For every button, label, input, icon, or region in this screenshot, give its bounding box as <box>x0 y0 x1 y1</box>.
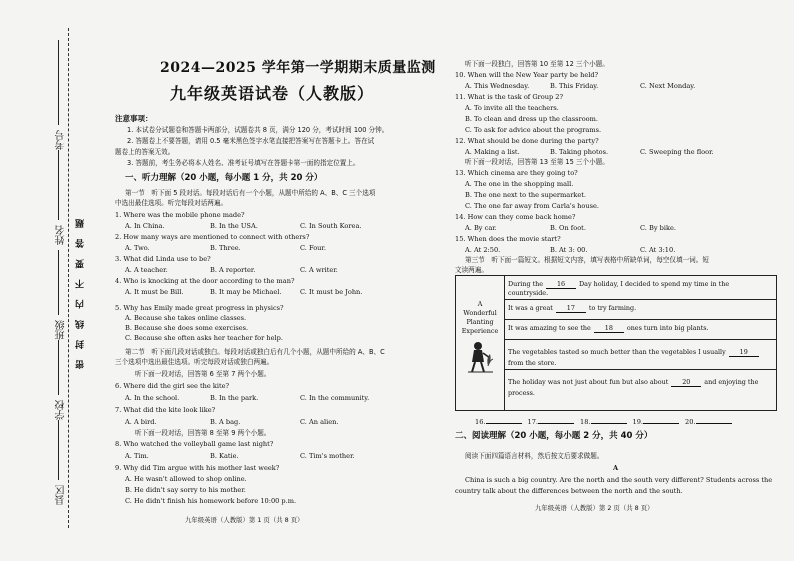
planting-table <box>455 275 777 411</box>
field-line-class <box>58 250 59 315</box>
note-3: 3. 答题前，考生务必将本人姓名、准考证号填写在答题卡第一面的指定位置上。 <box>127 159 360 167</box>
q13-option-a[interactable]: A. The one in the shopping mall. <box>465 180 574 188</box>
answer-blank[interactable] <box>538 416 574 424</box>
q4-option-a[interactable]: A. It must be Bill. <box>125 288 184 296</box>
label-exam-number: 考号 <box>56 130 67 150</box>
table-row <box>504 340 776 370</box>
q8-stem: 8. Who watched the volleyball game last night? <box>115 440 274 448</box>
row-text-before: The vegetables tasted so much better than the vegetables I usually <box>508 348 726 356</box>
table-row-text <box>508 280 729 289</box>
q13-option-c[interactable]: C. The one far away from Carla's house. <box>465 202 600 210</box>
footer-page-1: 九年级英语（人教版）第 1 页（共 8 页） <box>185 516 304 524</box>
binding-strip <box>0 0 112 561</box>
answer-number: 20. <box>685 418 696 426</box>
q1-option-c[interactable]: C. In South Korea. <box>300 222 362 230</box>
table-label-3: Planting <box>466 318 494 326</box>
footer-page-2: 九年级英语（人教版）第 2 页（共 8 页） <box>535 504 654 512</box>
q12-option-c[interactable]: C. Sweeping the floor. <box>640 148 714 156</box>
q1-option-a[interactable]: A. In China. <box>125 222 165 230</box>
field-line-exam-number <box>58 40 59 125</box>
q15-option-c[interactable]: C. At 3:10. <box>640 246 676 254</box>
row-text-after: and enjoying the <box>704 378 759 386</box>
sec2-intro-2: 三个选项中选出最佳选项。听完每段对话或独白两遍。 <box>115 358 274 366</box>
q3-option-c[interactable]: C. A writer. <box>300 266 338 274</box>
q5-option-a[interactable]: A. Because she takes online classes. <box>125 314 247 322</box>
q13-stem: 13. Which cinema are they going to? <box>455 169 578 177</box>
table-row <box>504 320 776 340</box>
q9-option-c[interactable]: C. He didn't finish his homework before 10:00 p.m. <box>125 497 297 505</box>
field-line-school <box>58 340 59 395</box>
row-text-before: During the <box>508 280 544 288</box>
q7-stem: 7. What did the kite look like? <box>115 406 216 414</box>
table-row-text-cont: from the store. <box>508 359 557 367</box>
table-label-1: A <box>477 300 483 308</box>
q14-option-b[interactable]: B. On foot. <box>550 224 586 232</box>
part2-intro: 阅读下面四篇语言材料，然后按文后要求做题。 <box>465 452 604 460</box>
answer-number: 19. <box>632 418 643 426</box>
listen-3: 听下面一段独白，回答第 10 至第 12 三个小题。 <box>465 60 609 68</box>
label-name: 姓名 <box>56 225 67 245</box>
sec2-listen-1: 听下面一段对话，回答第 6 至第 7 两个小题。 <box>135 370 271 378</box>
blank-19: 19 <box>729 348 759 357</box>
q3-option-b[interactable]: B. A reporter. <box>210 266 256 274</box>
row-text-after: to try farming. <box>588 304 637 312</box>
q12-option-a[interactable]: A. Making a list. <box>465 148 520 156</box>
q1-option-b[interactable]: B. In the USA. <box>210 222 258 230</box>
exam-subtitle: 九年级英语试卷（人教版） <box>170 84 375 103</box>
q7-option-b[interactable]: B. A bag. <box>210 418 241 426</box>
sec1-intro-2: 中选出最佳选项。听完每段对话两遍。 <box>115 199 228 207</box>
table-row-text <box>508 304 636 313</box>
q14-stem: 14. How can they come back home? <box>455 213 576 221</box>
planting-person-icon <box>466 340 494 374</box>
passage-label: A <box>613 464 619 472</box>
row-text-after: ones turn into big plants. <box>626 324 709 332</box>
table-row-text <box>508 348 762 357</box>
sec3-intro-2: 文读两遍。 <box>455 266 488 274</box>
seal-dashed-line <box>68 28 69 528</box>
answer-blank[interactable] <box>643 416 679 424</box>
table-row-text-cont: process. <box>508 389 535 397</box>
answer-number: 17. <box>527 418 538 426</box>
q15-option-b[interactable]: B. At 3: 00. <box>550 246 588 254</box>
answer-blank[interactable] <box>486 416 522 424</box>
table-label-4: Experience <box>461 327 499 335</box>
q7-option-c[interactable]: C. An alien. <box>300 418 339 426</box>
q8-option-a[interactable]: A. Tim. <box>125 452 149 460</box>
row-text-before: It was amazing to see the <box>508 324 591 332</box>
table-row-text <box>508 378 758 387</box>
q11-option-c[interactable]: C. To ask for advice about the programs. <box>465 126 602 134</box>
answer-blank[interactable] <box>591 416 627 424</box>
q15-stem: 15. When does the movie start? <box>455 235 561 243</box>
q2-stem: 2. How many ways are mentioned to connect with others? <box>115 233 310 241</box>
q10-option-c[interactable]: C. Next Monday. <box>640 82 696 90</box>
q8-option-b[interactable]: B. Katie. <box>210 452 239 460</box>
exam-title: 2024—2025 学年第一学期期末质量监测 <box>160 60 436 76</box>
row-text-after: Day holiday, I decided to spend my time in the <box>579 280 730 288</box>
table-rows <box>504 276 776 410</box>
sec3-intro-1: 第三节 听下面一篇短文。根据短文内容，填写表格中所缺单词，每空仅填一词。短 <box>465 256 709 264</box>
q4-option-b[interactable]: B. It may be Michael. <box>210 288 282 296</box>
q11-option-b[interactable]: B. To clean and dress up the classroom. <box>465 115 598 123</box>
table-row-text <box>508 324 709 333</box>
q7-option-a[interactable]: A. A bird. <box>125 418 157 426</box>
table-label-cell <box>456 276 505 410</box>
listen-4: 听下面一段对话，回答第 13 至第 15 三个小题。 <box>465 158 609 166</box>
blank-17: 17 <box>556 304 586 313</box>
q9-stem: 9. Why did Tim argue with his mother last week? <box>115 464 280 472</box>
q4-option-c[interactable]: C. It must be John. <box>300 288 363 296</box>
q9-option-b[interactable]: B. He didn't say sorry to his mother. <box>125 486 246 494</box>
q6-stem: 6. Where did the girl see the kite? <box>115 382 230 390</box>
q13-option-b[interactable]: B. The one next to the supermarket. <box>465 191 587 199</box>
blank-16: 16 <box>546 280 576 289</box>
q1-stem: 1. Where was the mobile phone made? <box>115 211 245 219</box>
label-school: 学校 <box>56 400 67 420</box>
q15-option-a[interactable]: A. At 2:50. <box>465 246 501 254</box>
blank-20: 20 <box>671 378 701 387</box>
q10-stem: 10. When will the New Year party be held? <box>455 71 599 79</box>
label-district: 县区 <box>56 485 67 505</box>
sec2-intro-1: 第二节 听下面几段对话或独白。每段对话或独白后有几个小题，从题中所给的 A、B、C <box>125 348 385 356</box>
note-2-cont: 题卷上的答案无效。 <box>115 148 175 156</box>
table-row <box>504 300 776 320</box>
q5-option-b[interactable]: B. Because she does some exercises. <box>125 324 249 332</box>
q10-option-b[interactable]: B. This Friday. <box>550 82 599 90</box>
q10-option-a[interactable]: A. This Wednesday. <box>465 82 530 90</box>
q2-option-a[interactable]: A. Two. <box>125 244 150 252</box>
q12-stem: 12. What should be done during the party? <box>455 137 599 145</box>
part2-heading: 二、阅读理解（20 小题，每小题 2 分，共 40 分） <box>455 431 653 441</box>
q4-stem: 4. Who is knocking at the door according to the man? <box>115 277 295 285</box>
q6-option-b[interactable]: B. In the park. <box>210 394 259 402</box>
seal-line-text: 密 封 线 内 不 要 答 题 <box>76 215 86 369</box>
answer-number: 18. <box>580 418 591 426</box>
q5-stem: 5. Why has Emily made great progress in physics? <box>115 304 284 312</box>
q11-option-a[interactable]: A. To invite all the teachers. <box>465 104 559 112</box>
answer-number: 16. <box>475 418 486 426</box>
sec1-intro-1: 第一节 听下面 5 段对话。每段对话后有一个小题，从题中所给的 A、B、C 三个选项 <box>125 189 376 197</box>
note-1: 1. 本试卷分试题卷和答题卡两部分，试题卷共 8 页，满分 120 分，考试时间 100 分钟。 <box>127 126 389 134</box>
passage-line-2: country talk about the differences between the north and the south. <box>455 487 683 495</box>
table-row-text-cont: countryside. <box>508 289 549 297</box>
q5-option-c[interactable]: C. Because she often asks her teacher for help. <box>125 334 283 342</box>
q9-option-a[interactable]: A. He wasn't allowed to shop online. <box>125 475 247 483</box>
sec2-listen-2: 听下面一段对话，回答第 8 至第 9 两个小题。 <box>135 429 271 437</box>
q11-stem: 11. What is the task of Group 2? <box>455 93 564 101</box>
row-text-before: The holiday was not just about fun but also about <box>508 378 669 386</box>
field-line-name <box>58 150 59 220</box>
q3-stem: 3. What did Linda use to be? <box>115 255 211 263</box>
notes-heading: 注意事项： <box>115 114 153 123</box>
q2-option-b[interactable]: B. Three. <box>210 244 241 252</box>
part1-heading: 一、听力理解（20 小题，每小题 1 分，共 20 分） <box>125 173 323 183</box>
q3-option-a[interactable]: A. A teacher. <box>125 266 168 274</box>
table-label-2: Wonderful <box>463 309 497 317</box>
q14-option-a[interactable]: A. By car. <box>465 224 497 232</box>
q14-option-c[interactable]: C. By bike. <box>640 224 676 232</box>
answer-number-row <box>475 416 738 426</box>
q2-option-c[interactable]: C. Four. <box>300 244 326 252</box>
note-2: 2. 答题卷上不要答题，请用 0.5 毫米黑色签字水笔直接把答案写在答题卡上。答在试 <box>127 137 375 145</box>
blank-18: 18 <box>594 324 624 333</box>
q6-option-a[interactable]: A. In the school. <box>125 394 180 402</box>
row-text-before: It was a great <box>508 304 553 312</box>
q8-option-c[interactable]: C. Tim's mother. <box>300 452 355 460</box>
answer-blank[interactable] <box>696 416 732 424</box>
q6-option-c[interactable]: C. In the community. <box>300 394 370 402</box>
passage-line-1: China is such a big country. Are the north and the south very different? Students across the <box>465 476 773 484</box>
field-line-district <box>58 420 59 480</box>
table-row <box>504 370 776 410</box>
table-row <box>504 276 776 300</box>
label-class: 班级 <box>56 320 67 340</box>
q12-option-b[interactable]: B. Taking photos. <box>550 148 609 156</box>
